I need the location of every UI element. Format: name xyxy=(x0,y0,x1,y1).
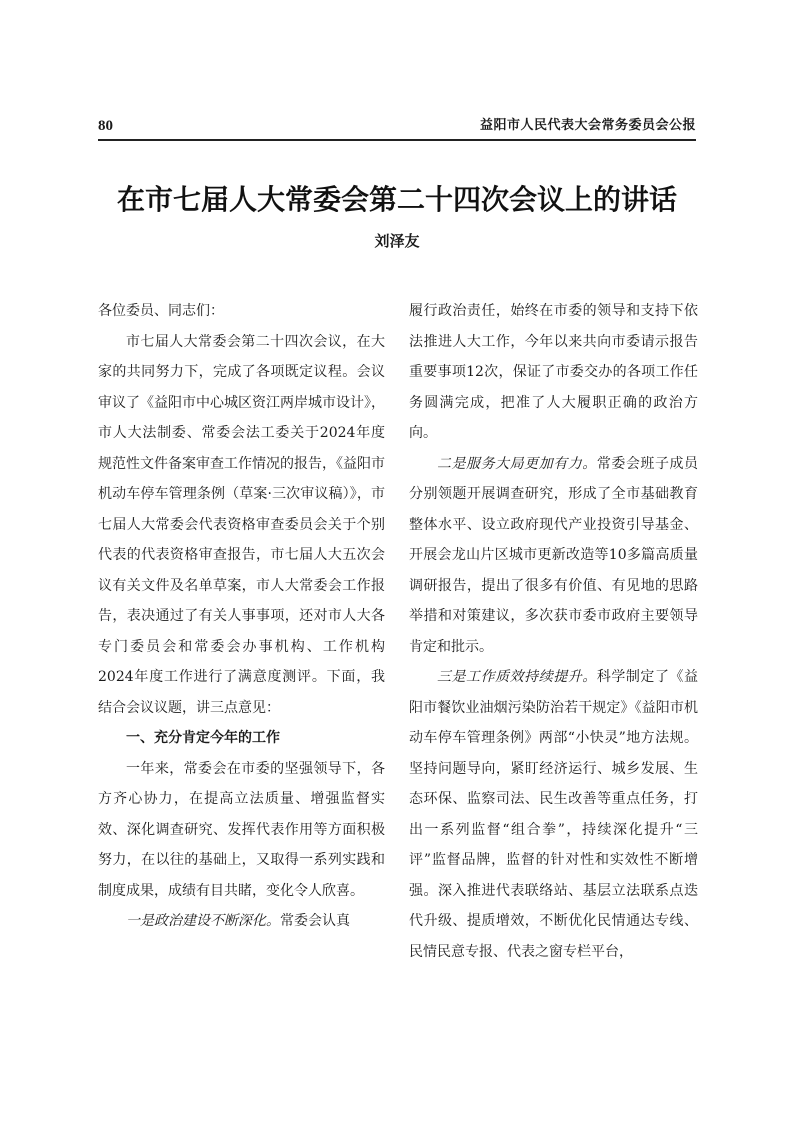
page-number: 80 xyxy=(98,118,113,134)
journal-title: 益阳市人民代表大会常务委员会公报 xyxy=(479,118,696,133)
paragraph xyxy=(409,449,698,663)
paragraph xyxy=(409,662,698,967)
left-column xyxy=(98,296,385,937)
point-lead: 一是政治建设不断深化。 xyxy=(126,913,280,929)
salutation: 各位委员、同志们： xyxy=(98,303,224,319)
point-lead: 二是服务大局更加有力。 xyxy=(437,455,597,472)
paragraph-continuation: 履行政治责任，始终在市委的领导和支持下依法推进人大工作，今年以来共向市委请示报告重要事项12次，保证了市委交办的各项工作任务圆满完成，把准了人大履职正确的政治方向。 xyxy=(409,303,698,441)
point-text: 常委会班子成员分别领题开展调查研究，形成了全市基础教育整体水平、设立政府现代产业投资引导基金、开展会龙山片区城市更新改造等10多篇高质量调研报告，提出了很多有价值、有见地的思路举措和对策建议，多次获市委市政府主要领导肯定和批示。 xyxy=(409,455,699,655)
paragraph: 市七届人大常委会第二十四次会议，在大家的共同努力下，完成了各项既定议程。会议审议了《益阳市中心城区资江两岸城市设计》，市人大法制委、常委会法工委关于2024年度规范性文件备案审查工作情况的报告，《益阳市机动车停车管理条例（草案·三次审议稿）》，市七届人大常委会代表资格审查委员会关于个别代表的代表资格审查报告，市七届人大五次会议有关文件及名单草案，市人大常委会工作报告，表决通过了有关人事事项，还对市人大各专门委员会和常委会办事机构、工作机构2024年度工作进行了满意度测评。下面，我结合会议议题，讲三点意见： xyxy=(98,333,385,716)
paragraph xyxy=(98,906,385,937)
article-author: 刘泽友 xyxy=(374,232,420,250)
header-rule xyxy=(98,139,696,141)
running-header xyxy=(98,116,696,136)
paragraph: 一年来，常委会在市委的坚强领导下，各方齐心协力，在提高立法质量、增强监督实效、深化调查研究、发挥代表作用等方面积极努力，在以往的基础上，又取得一系列实践和制度成果，成绩有目共睹，变化令人欣喜。 xyxy=(98,760,385,899)
article-title: 在市七届人大常委会第二十四次会议上的讲话 xyxy=(116,183,677,216)
point-text: 科学制定了《益阳市餐饮业油烟污染防治若干规定》《益阳市机动车停车管理条例》两部“小快灵”地方法规。坚持问题导向，紧盯经济运行、城乡发展、生态环保、监察司法、民生改善等重点任务，打出一系列监督“组合拳”，持续深化提升“三评”监督品牌，监督的针对性和实效性不断增强。深入推进代表联络站、基层立法联系点迭代升级、提质增效，不断优化民情通达专线、民情民意专报、代表之窗专栏平台， xyxy=(409,669,699,960)
section-heading: 一、充分肯定今年的工作 xyxy=(126,730,280,746)
right-column xyxy=(409,296,698,967)
point-lead: 三是工作质效持续提升。 xyxy=(437,669,597,685)
point-text: 常委会认真 xyxy=(280,913,350,929)
